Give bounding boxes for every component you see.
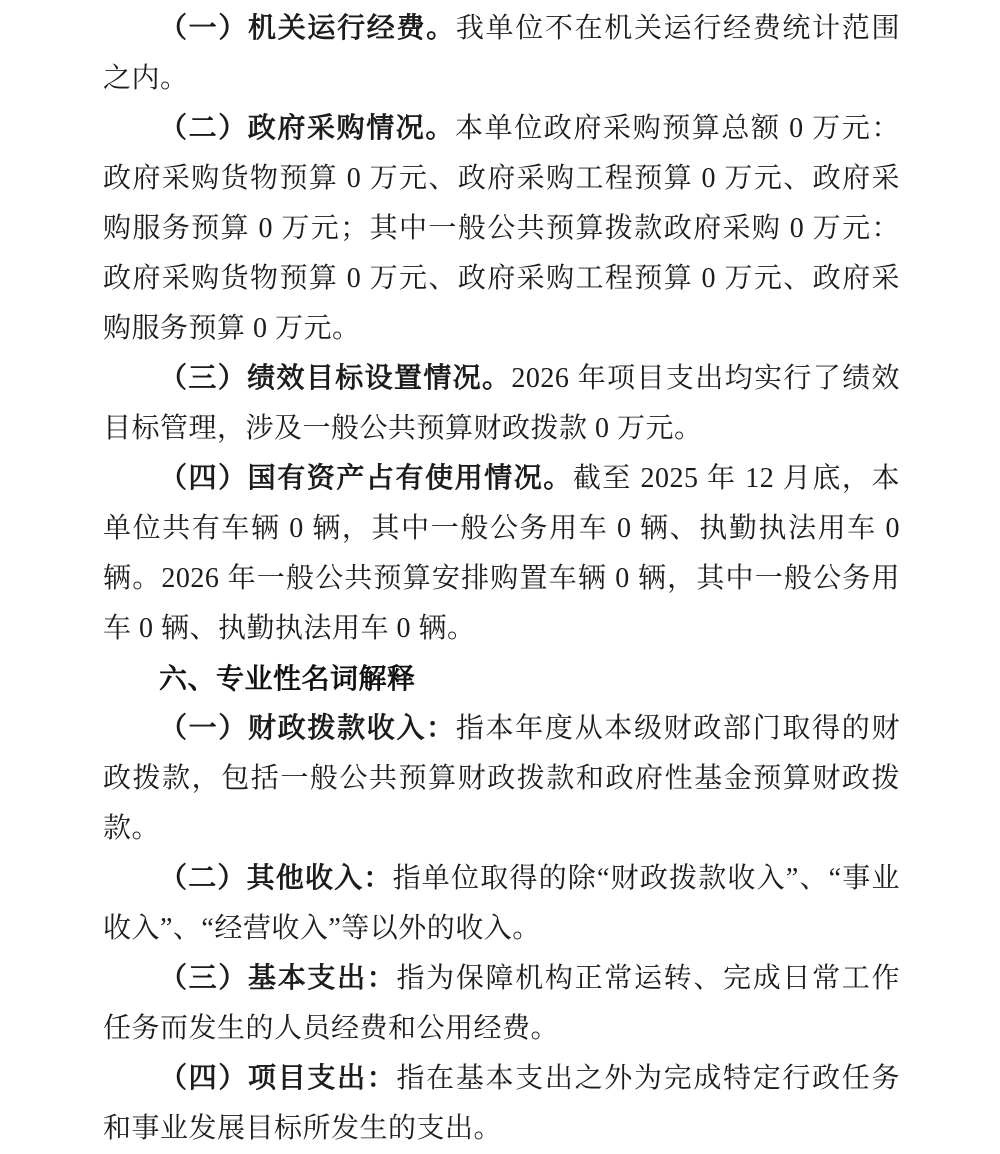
term-lead: （一）财政拨款收入： xyxy=(159,713,456,744)
term-lead: （三）基本支出： xyxy=(159,963,397,994)
term-definition: 指单位取得的除“财政拨款收入”、“事业收入”、“经营收入”等以外的收入。 xyxy=(103,863,900,944)
paragraph-state-owned-assets xyxy=(103,454,900,654)
paragraph-lead: （三）绩效目标设置情况。 xyxy=(159,363,512,394)
section-heading-terminology: 六、专业性名词解释 xyxy=(159,663,416,694)
term-lead: （四）项目支出： xyxy=(159,1063,397,1094)
term-definition: 指在基本支出之外为完成特定行政任务和事业发展目标所发生的支出。 xyxy=(103,1063,900,1144)
paragraph-lead: （一）机关运行经费。 xyxy=(159,13,456,44)
paragraph-government-procurement xyxy=(103,104,900,354)
paragraph-lead: （四）国有资产占有使用情况。 xyxy=(159,463,573,494)
term-definition: 指本年度从本级财政部门取得的财政拨款，包括一般公共预算财政拨款和政府性基金预算财政拨款。 xyxy=(103,713,900,844)
paragraph-body: 2026 年项目支出均实行了绩效目标管理，涉及一般公共预算财政拨款 0 万元。 xyxy=(103,363,900,444)
term-lead: （二）其他收入： xyxy=(159,863,393,894)
paragraph-body: 我单位不在机关运行经费统计范围之内。 xyxy=(103,13,900,94)
paragraph-term-fiscal-appropriation-income xyxy=(103,704,900,854)
paragraph-body: 截至 2025 年 12 月底，本单位共有车辆 0 辆，其中一般公务用车 0 辆、执勤执法用车 0 辆。2026 年一般公共预算安排购置车辆 0 辆，其中一般公务用车 0 辆、执勤执法用车 0 辆。 xyxy=(103,463,900,644)
paragraph-lead: （二）政府采购情况。 xyxy=(159,113,455,144)
paragraph-term-other-income xyxy=(103,854,900,954)
paragraph-term-basic-expenditure xyxy=(103,954,900,1054)
paragraph-agency-operating-expenses xyxy=(103,4,900,104)
paragraph-performance-targets xyxy=(103,354,900,454)
paragraph-term-project-expenditure xyxy=(103,1054,900,1154)
paragraph-body: 本单位政府采购预算总额 0 万元：政府采购货物预算 0 万元、政府采购工程预算 0 万元、政府采购服务预算 0 万元；其中一般公共预算拨款政府采购 0 万元：政府采购货物预算 0 万元、政府采购工程预算 0 万元、政府采购服务预算 0 万元。 xyxy=(103,113,900,344)
term-definition: 指为保障机构正常运转、完成日常工作任务而发生的人员经费和公用经费。 xyxy=(103,963,900,1044)
